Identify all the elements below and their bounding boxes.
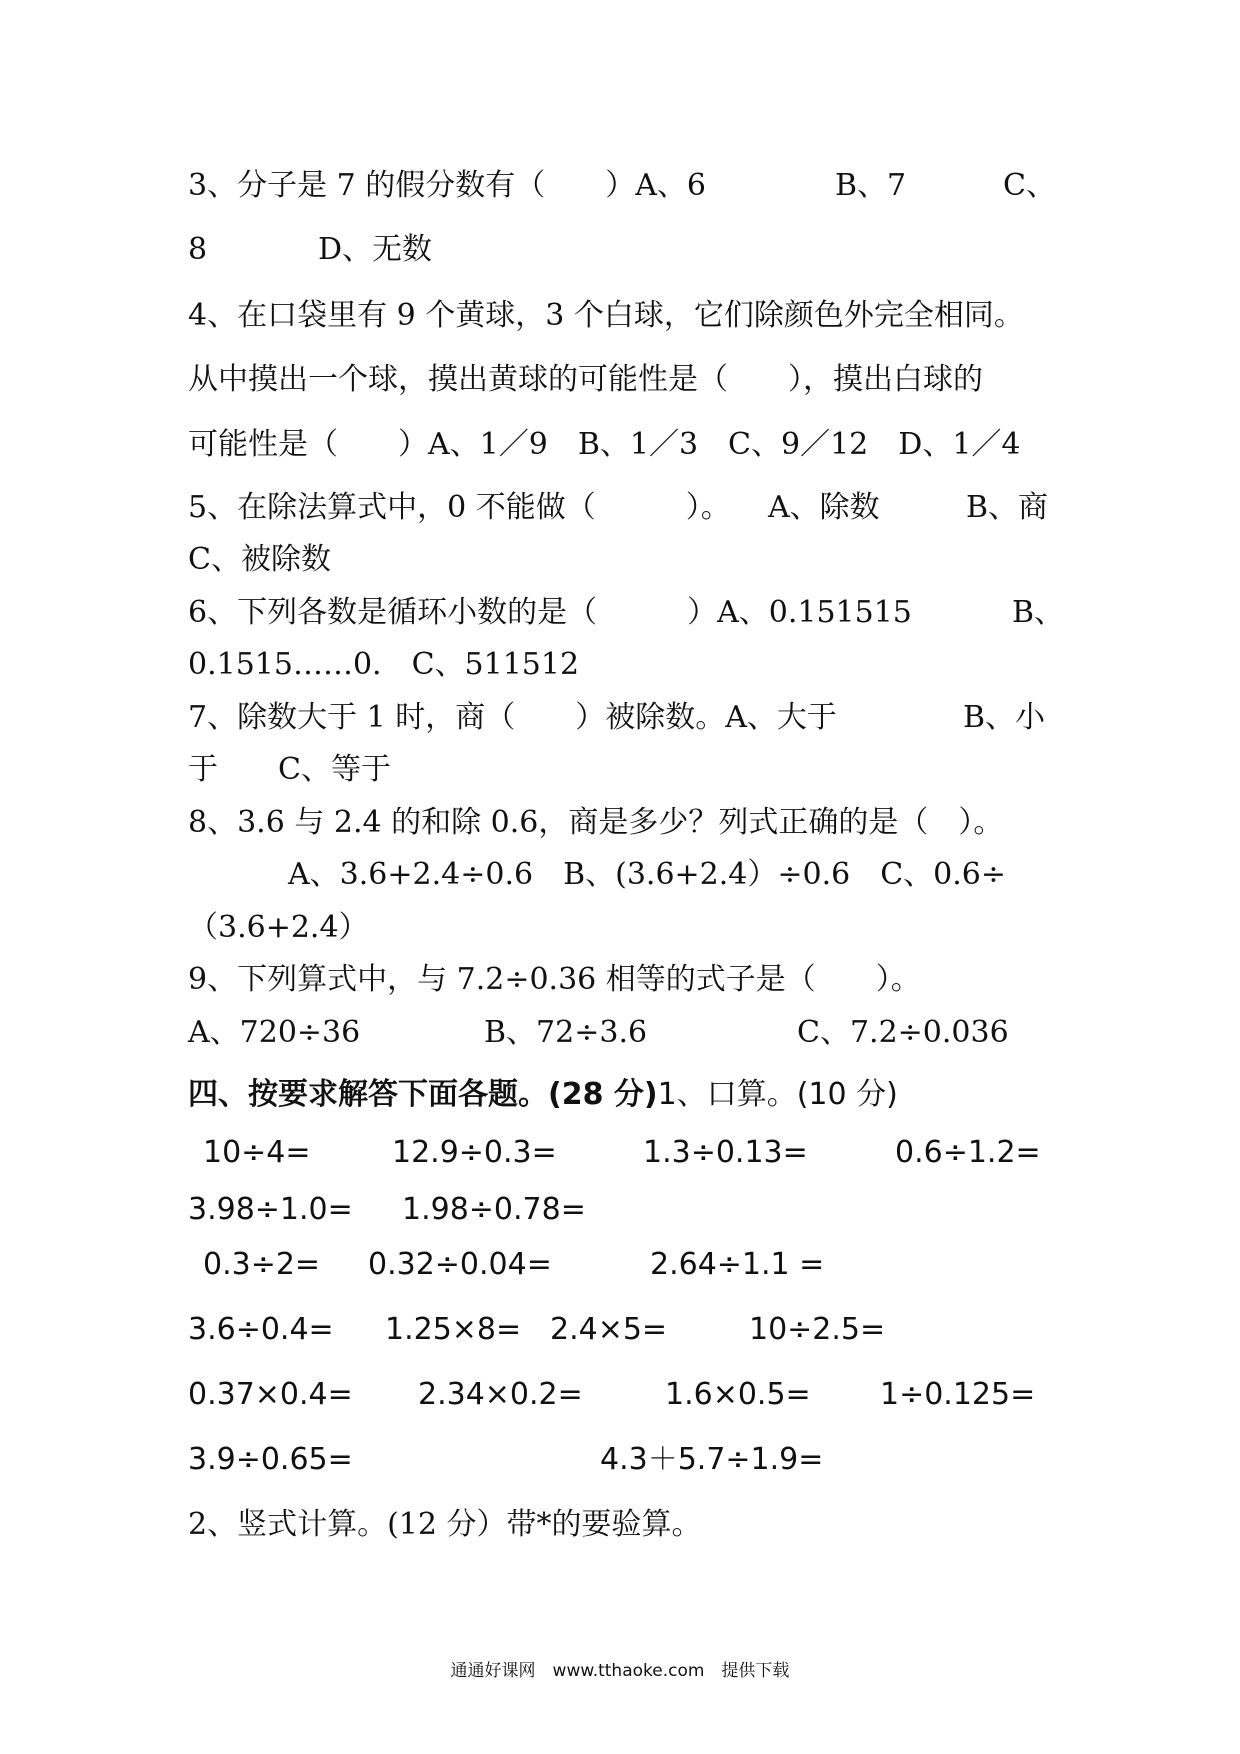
oral-item: 3.98÷1.0= [188,1192,353,1227]
oral-item: 10÷2.5= [749,1312,886,1347]
footer-source: 通通好课网 www.tthaoke.com 提供下载 [450,1661,790,1681]
q3-stem: 3、分子是 7 的假分数有（ ）A、6 [188,168,706,203]
q6-option-b: B、 [1012,595,1065,630]
q3-option-c-value: 8 [188,232,208,267]
oral-item: 3.6÷0.4= [188,1312,334,1347]
oral-item: 1.3÷0.13= [643,1135,808,1170]
section-4-title: 四、按要求解答下面各题。(28 分) [188,1077,658,1112]
oral-item: 1.25×8= [385,1312,522,1347]
vertical-calc-heading: 2、竖式计算。(12 分）带*的要验算。 [188,1507,702,1542]
oral-calc-heading: 1、口算。(10 分) [657,1077,898,1112]
oral-item: 1.6×0.5= [665,1377,811,1412]
q8-stem: 8、3.6 与 2.4 的和除 0.6，商是多少？列式正确的是（ ）。 [188,805,1004,840]
q3-option-d: D、无数 [318,232,433,267]
q5-option-a: A、除数 [768,490,880,525]
oral-item: 0.6÷1.2= [895,1135,1041,1170]
q5-option-c: C、被除数 [188,542,331,577]
q5-stem: 5、在除法算式中，0 不能做（ ）。 [188,490,731,525]
q7-option-b: B、小 [963,700,1046,735]
q7-line2: 于 C、等于 [188,752,391,787]
q4-line1: 4、在口袋里有 9 个黄球，3 个白球，它们除颜色外完全相同。 [188,298,1024,333]
q9-option-c: C、7.2÷0.036 [797,1015,1009,1050]
oral-item: 0.3÷2= [203,1247,321,1282]
q9-stem: 9、下列算式中，与 7.2÷0.36 相等的式子是（ ）。 [188,962,921,997]
oral-item: 3.9÷0.65= [188,1442,353,1477]
oral-item: 2.4×5= [550,1312,668,1347]
q9-option-a: A、720÷36 [188,1015,361,1050]
oral-item: 0.32÷0.04= [368,1247,552,1282]
q4-line2: 从中摸出一个球，摸出黄球的可能性是（ ），摸出白球的 [188,362,983,397]
oral-item: 0.37×0.4= [188,1377,353,1412]
q3-option-c: C、 [1003,168,1056,203]
q5-option-b: B、商 [966,490,1049,525]
oral-item: 2.64÷1.1 = [650,1247,825,1282]
oral-item: 1.98÷0.78= [402,1192,586,1227]
q9-option-b: B、72÷3.6 [484,1015,648,1050]
oral-item: 4.3＋5.7÷1.9= [600,1442,824,1477]
oral-item: 12.9÷0.3= [392,1135,557,1170]
q3-option-b: B、7 [835,168,907,203]
q4-line3: 可能性是（ ）A、1／9 B、1／3 C、9／12 D、1／4 [188,427,1021,462]
section-4-heading [188,1075,898,1115]
q7-stem: 7、除数大于 1 时，商（ ）被除数。A、大于 [188,700,837,735]
q6-stem: 6、下列各数是循环小数的是（ ）A、0.151515 [188,595,912,630]
q8-options: A、3.6+2.4÷0.6 B、(3.6+2.4）÷0.6 C、0.6÷ [288,857,1007,892]
q6-line2: 0.1515……0. C、511512 [188,647,580,682]
q8-option-c-cont: （3.6+2.4） [188,910,369,945]
oral-item: 1÷0.125= [880,1377,1036,1412]
oral-item: 10÷4= [203,1135,311,1170]
oral-item: 2.34×0.2= [418,1377,583,1412]
